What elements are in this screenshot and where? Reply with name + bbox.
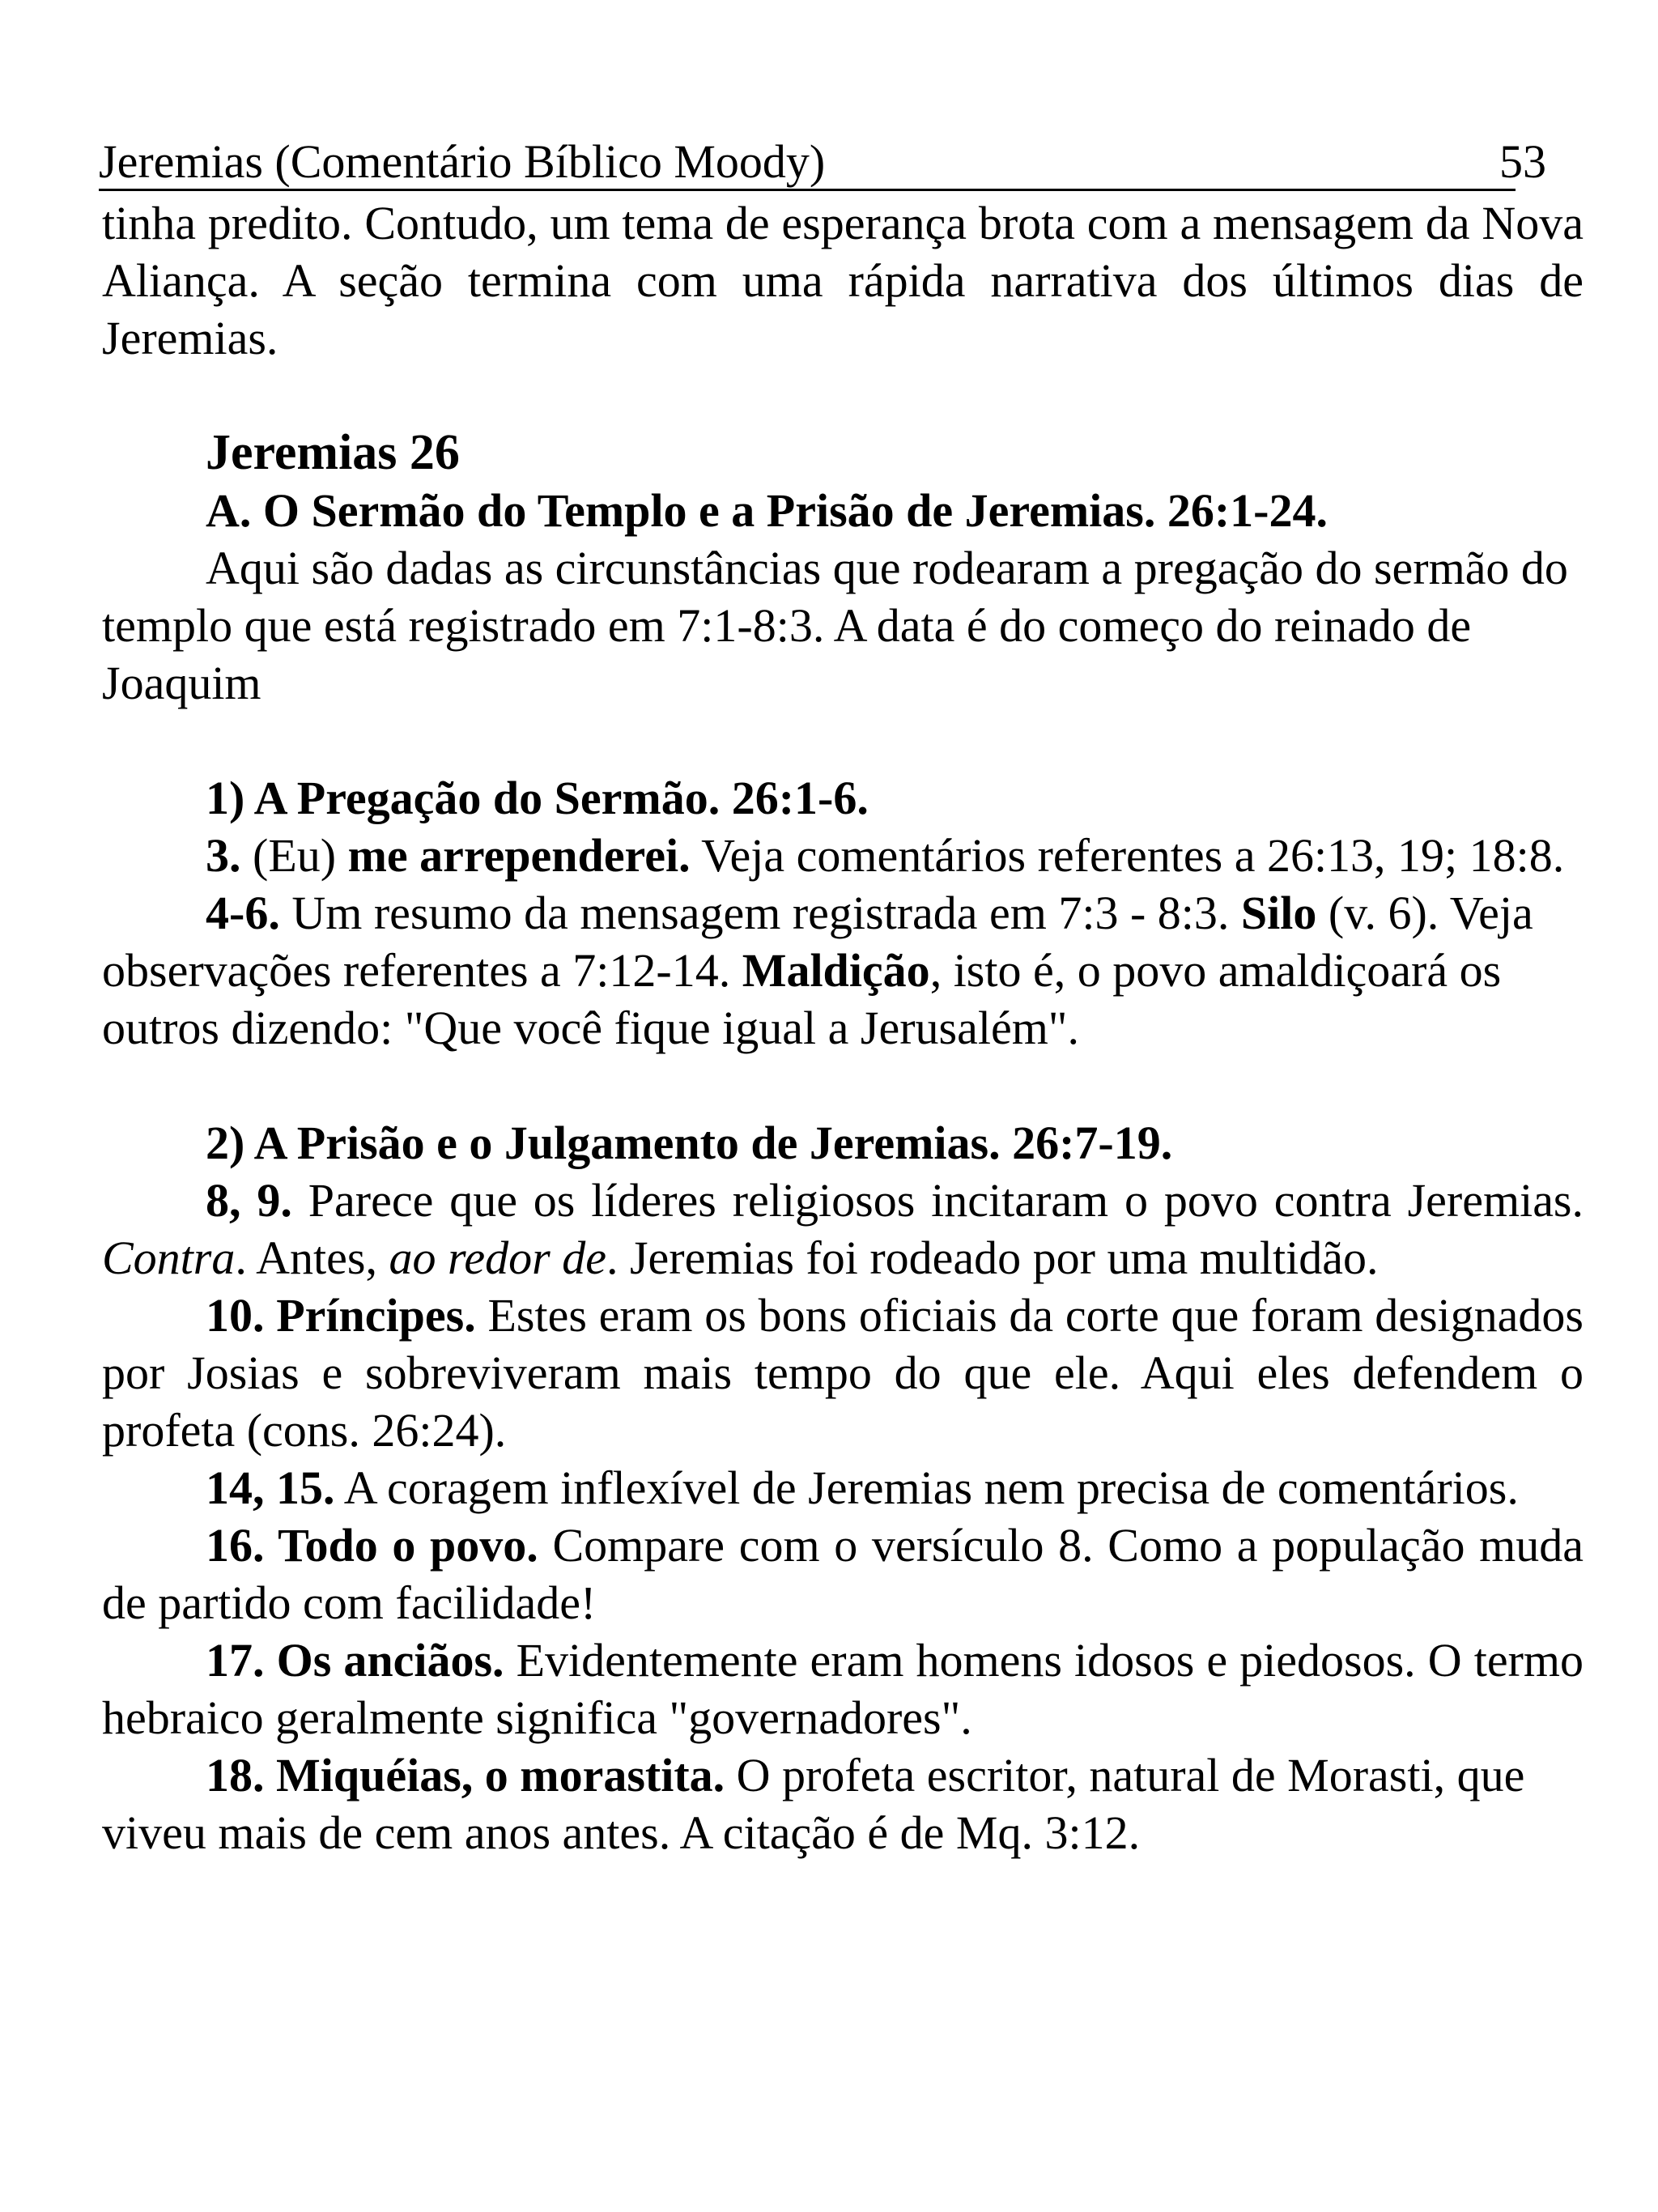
verse-ref: 17. Os anciãos. <box>206 1634 504 1687</box>
verse-ref: 4-6. <box>206 887 280 939</box>
verse-italic-term: Contra <box>102 1231 236 1284</box>
verse-ref: 14, 15. <box>206 1461 335 1514</box>
verse-ref: 8, 9. <box>206 1174 292 1227</box>
verse-3-paragraph <box>102 827 1584 884</box>
verse-text: (Eu) <box>240 829 348 882</box>
verse-text: . Antes, <box>235 1231 389 1284</box>
verse-ref: 16. Todo o povo. <box>206 1519 538 1572</box>
verse-text: O profeta escritor, natural de Morasti, que viveu mais de cem anos antes. A citação é de Mq. 3:12. <box>102 1749 1525 1859</box>
verse-text: Estes eram os bons oficiais da corte que foram designados por Josias e sobreviveram mais tempo do que ele. Aqui eles defendem o profeta (cons. 26:24). <box>102 1289 1584 1457</box>
chapter-title: Jeremias 26 <box>206 425 460 480</box>
verse-4-6-paragraph <box>102 884 1584 1057</box>
verse-text: A coragem inflexível de Jeremias nem precisa de comentários. <box>334 1461 1519 1514</box>
intro-paragraph: tinha predito. Contudo, um tema de esperança brota com a mensagem da Nova Aliança. A seção termina com uma rápida narrativa dos últimos dias de Jeremias. <box>102 197 1584 364</box>
verse-8-9-paragraph <box>102 1172 1584 1287</box>
verse-10-paragraph <box>102 1287 1584 1459</box>
verse-term: me arrependerei. <box>347 829 691 882</box>
verse-ref: 3. <box>206 829 241 882</box>
verse-text: Evidentemente eram homens idosos e piedosos. O termo hebraico geralmente significa "governadores". <box>102 1634 1584 1744</box>
verse-16-paragraph <box>102 1516 1584 1631</box>
verse-ref: 18. Miquéias, o morastita. <box>206 1749 725 1802</box>
verse-14-15-paragraph <box>102 1459 1584 1516</box>
verse-18-paragraph <box>102 1746 1584 1861</box>
running-header <box>99 130 1546 194</box>
page-body <box>102 194 1584 1861</box>
verse-term: Silo <box>1240 887 1317 939</box>
verse-ref: 10. Príncipes. <box>206 1289 476 1342</box>
verse-text: (v. 6). Veja observações referentes a 7:12-14. <box>102 887 1533 997</box>
verse-text: , isto é, o povo amaldiçoará os outros dizendo: "Que você fique igual a Jerusalém". <box>102 944 1502 1054</box>
verse-term: Maldição <box>742 944 930 997</box>
verse-italic-term: ao redor de <box>389 1231 606 1284</box>
verse-text: Parece que os líderes religiosos incitaram o povo contra Jeremias. <box>291 1174 1584 1227</box>
verse-17-paragraph <box>102 1631 1584 1746</box>
verse-text: Um resumo da mensagem registrada em 7:3 - 8:3. <box>279 887 1241 939</box>
subsection-heading-1: 1) A Pregação do Sermão. 26:1-6. <box>206 772 869 824</box>
header-title: Jeremias (Comentário Bíblico Moody) <box>99 135 826 188</box>
verse-text: Compare com o versículo 8. Como a população muda de partido com facilidade! <box>102 1519 1584 1629</box>
verse-text: . Jeremias foi rodeado por uma multidão. <box>606 1231 1379 1284</box>
subsection-heading-2: 2) A Prisão e o Julgamento de Jeremias. 26:7-19. <box>206 1117 1173 1169</box>
section-intro-paragraph: Aqui são dadas as circunstâncias que rodearam a pregação do sermão do templo que está registrado em 7:1-8:3. A data é do começo do reinado de Joaquim <box>102 542 1568 709</box>
page-number: 53 <box>1499 135 1546 188</box>
header-rule <box>99 189 1516 191</box>
verse-text: Veja comentários referentes a 26:13, 19; 18:8. <box>690 829 1565 882</box>
section-title: A. O Sermão do Templo e a Prisão de Jeremias. 26:1-24. <box>206 484 1328 537</box>
